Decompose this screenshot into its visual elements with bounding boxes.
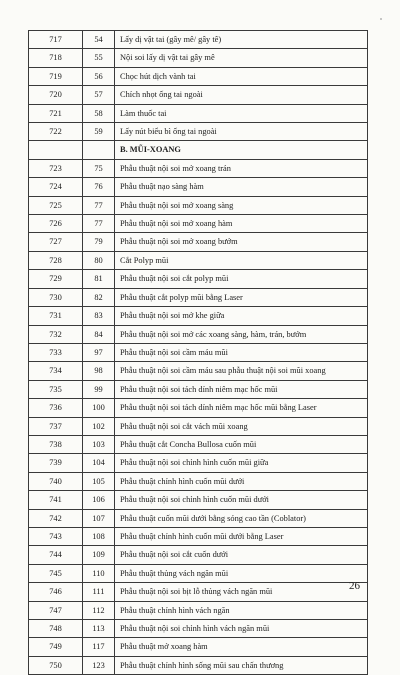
row-name-cell: Phẫu thuật nội soi chỉnh hình vách ngăn mũi [115, 620, 368, 638]
row-tt-cell: 84 [83, 325, 115, 343]
section-title-cell: B. MŨI-XOANG [115, 141, 368, 159]
row-tt-cell: 117 [83, 638, 115, 656]
row-stt-cell: 718 [29, 49, 83, 67]
row-stt-cell: 717 [29, 31, 83, 49]
row-tt-cell: 97 [83, 343, 115, 361]
row-stt-cell: 741 [29, 491, 83, 509]
row-tt-cell: 75 [83, 159, 115, 177]
row-stt-cell: 724 [29, 178, 83, 196]
row-tt-cell: 76 [83, 178, 115, 196]
row-name-cell: Lấy dị vật tai (gây mê/ gây tê) [115, 31, 368, 49]
row-name-cell: Phẫu thuật mở xoang hàm [115, 638, 368, 656]
row-name-cell: Phẫu thuật cắt Concha Bullosa cuốn mũi [115, 435, 368, 453]
row-name-cell: Phẫu thuật nội soi cắt polyp mũi [115, 270, 368, 288]
row-name-cell: Phẫu thuật nội soi mở xoang bướm [115, 233, 368, 251]
table-row [29, 472, 368, 490]
row-stt-cell: 742 [29, 509, 83, 527]
table-row [29, 104, 368, 122]
row-name-cell: Phẫu thuật nội soi mở khe giữa [115, 307, 368, 325]
row-stt-cell: 749 [29, 638, 83, 656]
row-stt-cell: 720 [29, 86, 83, 104]
table-row [29, 86, 368, 104]
row-tt-cell: 104 [83, 454, 115, 472]
row-stt-cell: 748 [29, 620, 83, 638]
row-tt-cell: 123 [83, 656, 115, 674]
row-name-cell: Phẫu thuật nội soi bịt lỗ thủng vách ngăn mũi [115, 583, 368, 601]
row-stt-cell: 726 [29, 215, 83, 233]
row-name-cell: Phẫu thuật nội soi cắt vách mũi xoang [115, 417, 368, 435]
table-row [29, 233, 368, 251]
table-row [29, 123, 368, 141]
row-tt-cell: 107 [83, 509, 115, 527]
table-row [29, 601, 368, 619]
row-tt-cell: 57 [83, 86, 115, 104]
row-name-cell: Nội soi lấy dị vật tai gây mê [115, 49, 368, 67]
row-name-cell: Phẫu thuật cuốn mũi dưới bằng sóng cao tần (Coblator) [115, 509, 368, 527]
row-name-cell: Phẫu thuật nội soi mở xoang trán [115, 159, 368, 177]
row-tt-cell: 82 [83, 288, 115, 306]
row-name-cell: Phẫu thuật nội soi cắt cuốn dưới [115, 546, 368, 564]
table-row [29, 67, 368, 85]
row-tt-cell: 103 [83, 435, 115, 453]
row-tt-cell: 83 [83, 307, 115, 325]
row-tt-cell: 105 [83, 472, 115, 490]
row-name-cell: Làm thuốc tai [115, 104, 368, 122]
table-row [29, 620, 368, 638]
row-stt-cell: 731 [29, 307, 83, 325]
row-name-cell: Phẫu thuật cắt polyp mũi bằng Laser [115, 288, 368, 306]
row-stt-cell: 747 [29, 601, 83, 619]
row-tt-cell: 77 [83, 215, 115, 233]
table-row [29, 270, 368, 288]
table-row [29, 454, 368, 472]
row-name-cell: Phẫu thuật chỉnh hình sống mũi sau chấn thương [115, 656, 368, 674]
row-name-cell: Lấy nút biểu bì ống tai ngoài [115, 123, 368, 141]
row-tt-cell: 112 [83, 601, 115, 619]
row-name-cell: Phẫu thuật chỉnh hình cuốn mũi dưới [115, 472, 368, 490]
row-tt-cell: 80 [83, 251, 115, 269]
row-tt-cell: 108 [83, 527, 115, 545]
row-stt-cell: 736 [29, 399, 83, 417]
row-name-cell: Phẫu thuật nội soi cầm máu mũi [115, 343, 368, 361]
table-row [29, 399, 368, 417]
table-row [29, 491, 368, 509]
row-stt-cell: 743 [29, 527, 83, 545]
table-row [29, 307, 368, 325]
row-stt-cell: 730 [29, 288, 83, 306]
row-stt-cell: 733 [29, 343, 83, 361]
row-name-cell: Cắt Polyp mũi [115, 251, 368, 269]
table-row [29, 417, 368, 435]
row-name-cell: Phẫu thuật nội soi mở xoang sàng [115, 196, 368, 214]
row-stt-cell: 746 [29, 583, 83, 601]
row-name-cell: Phẫu thuật chỉnh hình cuốn mũi dưới bằng Laser [115, 527, 368, 545]
row-stt-cell: 740 [29, 472, 83, 490]
row-tt-cell: 55 [83, 49, 115, 67]
table-row [29, 159, 368, 177]
row-tt-cell: 113 [83, 620, 115, 638]
table-row [29, 435, 368, 453]
row-tt-cell: 81 [83, 270, 115, 288]
row-name-cell: Phẫu thuật nội soi mở xoang hàm [115, 215, 368, 233]
table-row [29, 31, 368, 49]
table-row [29, 178, 368, 196]
row-stt-cell [29, 141, 83, 159]
row-stt-cell: 723 [29, 159, 83, 177]
table-row [29, 251, 368, 269]
row-name-cell: Phẫu thuật nạo sàng hàm [115, 178, 368, 196]
row-name-cell: Phẫu thuật nội soi chỉnh hình cuốn mũi giữa [115, 454, 368, 472]
table-row [29, 546, 368, 564]
table-row [29, 583, 368, 601]
row-name-cell: Phẫu thuật nội soi tách dính niêm mạc hốc mũi [115, 380, 368, 398]
row-tt-cell: 99 [83, 380, 115, 398]
row-tt-cell: 56 [83, 67, 115, 85]
row-tt-cell: 79 [83, 233, 115, 251]
row-name-cell: Chích nhọt ống tai ngoài [115, 86, 368, 104]
table-row [29, 656, 368, 674]
scan-speck [380, 18, 382, 20]
row-tt-cell: 106 [83, 491, 115, 509]
row-name-cell: Phẫu thuật nội soi tách dính niêm mạc hốc mũi bằng Laser [115, 399, 368, 417]
row-stt-cell: 722 [29, 123, 83, 141]
row-stt-cell: 745 [29, 564, 83, 582]
table-row [29, 527, 368, 545]
row-stt-cell: 732 [29, 325, 83, 343]
table-row [29, 380, 368, 398]
procedure-table-body [29, 31, 368, 675]
table-row [29, 49, 368, 67]
row-name-cell: Phẫu thuật nội soi mở các xoang sàng, hàm, trán, bướm [115, 325, 368, 343]
row-tt-cell: 111 [83, 583, 115, 601]
row-stt-cell: 739 [29, 454, 83, 472]
table-row [29, 343, 368, 361]
row-tt-cell: 59 [83, 123, 115, 141]
row-name-cell: Chọc hút dịch vành tai [115, 67, 368, 85]
row-tt-cell: 58 [83, 104, 115, 122]
page-number: 26 [349, 580, 360, 592]
row-stt-cell: 734 [29, 362, 83, 380]
row-stt-cell: 737 [29, 417, 83, 435]
table-row [29, 362, 368, 380]
row-stt-cell: 738 [29, 435, 83, 453]
row-stt-cell: 750 [29, 656, 83, 674]
table-row [29, 215, 368, 233]
row-tt-cell: 102 [83, 417, 115, 435]
row-stt-cell: 729 [29, 270, 83, 288]
table-row [29, 564, 368, 582]
table-row [29, 509, 368, 527]
row-tt-cell: 110 [83, 564, 115, 582]
row-tt-cell [83, 141, 115, 159]
row-name-cell: Phẫu thuật nội soi chỉnh hình cuốn mũi dưới [115, 491, 368, 509]
row-stt-cell: 735 [29, 380, 83, 398]
table-row [29, 288, 368, 306]
table-row [29, 638, 368, 656]
row-tt-cell: 77 [83, 196, 115, 214]
row-tt-cell: 109 [83, 546, 115, 564]
row-name-cell: Phẫu thuật nội soi cầm máu sau phẫu thuật nội soi mũi xoang [115, 362, 368, 380]
row-name-cell: Phẫu thuật chỉnh hình vách ngăn [115, 601, 368, 619]
procedure-table [28, 30, 368, 675]
row-stt-cell: 725 [29, 196, 83, 214]
table-row [29, 325, 368, 343]
row-stt-cell: 728 [29, 251, 83, 269]
row-stt-cell: 721 [29, 104, 83, 122]
section-header-row [29, 141, 368, 159]
table-row [29, 196, 368, 214]
row-stt-cell: 719 [29, 67, 83, 85]
row-stt-cell: 744 [29, 546, 83, 564]
row-tt-cell: 100 [83, 399, 115, 417]
row-name-cell: Phẫu thuật thủng vách ngăn mũi [115, 564, 368, 582]
row-tt-cell: 54 [83, 31, 115, 49]
row-tt-cell: 98 [83, 362, 115, 380]
row-stt-cell: 727 [29, 233, 83, 251]
